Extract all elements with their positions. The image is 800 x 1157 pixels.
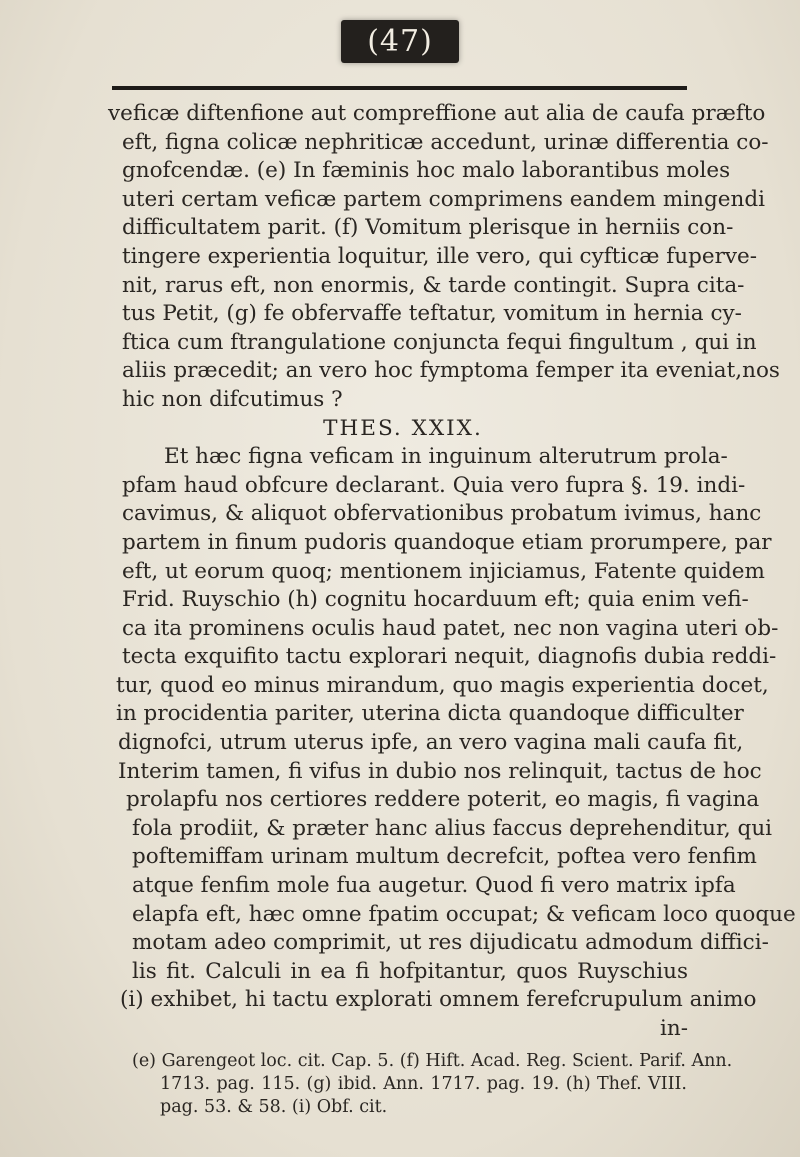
- page-header: [0, 16, 800, 66]
- text-line: Frid. Ruyschio (h) cognitu hocarduum eft; quia enim vefi-: [122, 587, 749, 613]
- footnote-line: (e) Garengeot loc. cit. Cap. 5. (f) Hift. Acad. Reg. Scient. Parif. Ann.: [132, 1051, 733, 1071]
- text-line: in procidentia pariter, uterina dicta quandoque difficulter: [116, 701, 744, 727]
- text-line: gnofcendæ. (e) In fæminis hoc malo laborantibus moles: [122, 158, 731, 184]
- text-line: dignofci, utrum uterus ipfe, an vero vagina mali caufa fit,: [118, 730, 744, 756]
- footnote-line: 1713. pag. 115. (g) ibid. Ann. 1717. pag. 19. (h) Thef. VIII.: [160, 1074, 687, 1094]
- text-line: eft, figna colicæ nephriticæ accedunt, urinæ differentia co-: [122, 129, 769, 155]
- text-line: Et hæc figna veficam in inguinum alterutrum prola-: [164, 444, 728, 470]
- text-line: aliis præcedit; an vero hoc fymptoma femper ita eveniat,nos: [122, 358, 780, 384]
- text-line: tus Petit, (g) fe obfervaffe teftatur, vomitum in hernia cy-: [122, 301, 742, 327]
- text-line: hic non difcutimus ?: [122, 386, 343, 412]
- text-line: uteri certam veficæ partem comprimens eandem mingendi: [122, 186, 765, 212]
- text-line: ftica cum ftrangulatione conjuncta fequi fingultum , qui in: [122, 329, 757, 355]
- text-line: pfam haud obfcure declarant. Quia vero fupra §. 19. indi-: [122, 472, 746, 498]
- header-rule: [112, 86, 687, 90]
- text-line: tingere experientia loquitur, ille vero, qui cyfticæ fuperve-: [122, 243, 758, 269]
- text-line: cavimus, & aliquot obfervationibus probatum ivimus, hanc: [122, 501, 762, 527]
- text-line: eft, ut eorum quoq; mentionem injiciamus, Fatente quidem: [122, 558, 765, 584]
- text-line: poftemiffam urinam multum decrefcit, poftea vero fenfim: [132, 844, 757, 870]
- text-line: prolapfu nos certiores reddere poterit, eo magis, fi vagina: [126, 787, 760, 813]
- catchword: in-: [660, 1016, 688, 1041]
- thesis-heading: THES. XXIX.: [323, 415, 483, 441]
- text-line: difficultatem parit. (f) Vomitum plerisque in herniis con-: [122, 215, 734, 241]
- text-line: (i) exhibet, hi tactu explorati omnem ferefcrupulum animo: [120, 987, 757, 1013]
- text-line: elapfa eft, hæc omne fpatim occupat; & veficam loco quoque: [132, 901, 796, 927]
- text-line: fola prodiit, & præter hanc alius faccus deprehenditur, qui: [132, 815, 773, 841]
- text-line: tecta exquifito tactu explorari nequit, diagnofis dubia reddi-: [122, 644, 777, 670]
- main-text: [108, 100, 796, 1044]
- text-line: lis fit. Calculi in ea fi hofpitantur, quos Ruyschius: [132, 958, 688, 984]
- text-line: motam adeo comprimit, ut res dijudicatu admodum diffici-: [132, 930, 769, 956]
- text-line: ca ita prominens oculis haud patet, nec non vagina uteri ob-: [122, 615, 779, 641]
- footnote-line: pag. 53. & 58. (i) Obf. cit.: [160, 1097, 388, 1117]
- text-line: atque fenfim mole fua augetur. Quod fi vero matrix ipfa: [132, 873, 736, 899]
- text-line: partem in finum pudoris quandoque etiam prorumpere, par: [122, 529, 772, 555]
- text-line: veficæ diftenfione aut compreffione aut alia de caufa præfto: [108, 101, 766, 126]
- page-number: (47): [341, 20, 459, 63]
- footnotes: [112, 1050, 733, 1119]
- text-line: nit, rarus eft, non enormis, & tarde contingit. Supra cita-: [122, 272, 745, 298]
- text-line: tur, quod eo minus mirandum, quo magis experientia docet,: [116, 672, 769, 698]
- text-line: Interim tamen, fi vifus in dubio nos relinquit, tactus de hoc: [118, 758, 762, 784]
